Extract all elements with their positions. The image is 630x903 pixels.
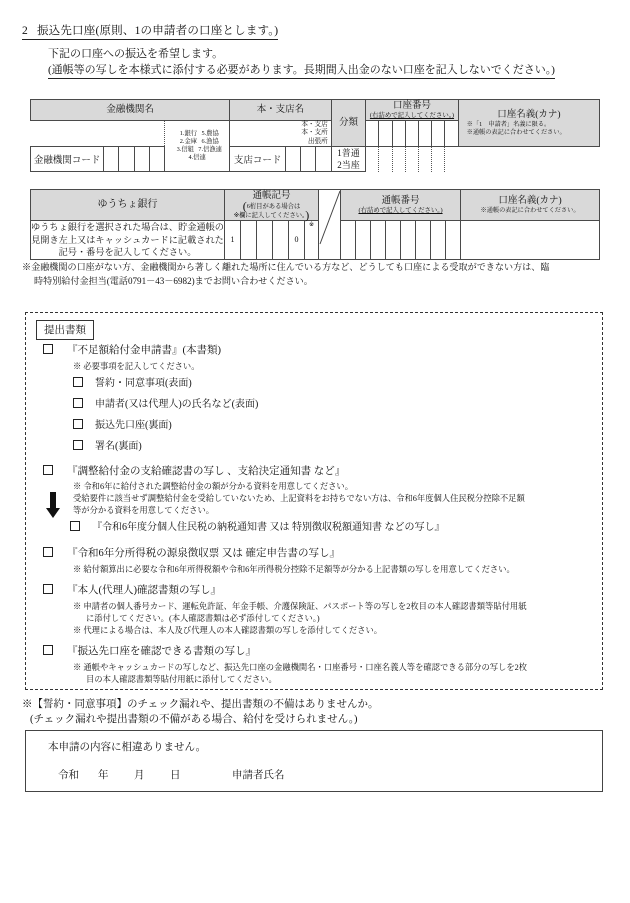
note-identity-line-1b: に添付してください。(本人確認書類は必ず添付してください。)	[86, 614, 320, 623]
checklist-label-application-form: 『不足額給付金申請書』(本書類)	[67, 345, 221, 356]
symbol-extra-mark: ※	[308, 222, 315, 228]
checklist-subitem-pledge[interactable]	[73, 377, 192, 391]
symbol-extra-box[interactable]	[305, 221, 319, 260]
symbol-box-2[interactable]	[241, 221, 257, 260]
checkbox-identity-document[interactable]	[43, 584, 53, 594]
symbol-box-3[interactable]	[257, 221, 273, 260]
section-heading	[22, 22, 278, 40]
bank-type-row-2	[165, 138, 229, 146]
checklist-label-applicant-name: 申請者(又は代理人)の氏名など(表面)	[95, 399, 259, 410]
passbook-number-box-7[interactable]	[431, 221, 446, 260]
checklist-label-pledge: 誓約・同意事項(表面)	[95, 378, 192, 389]
bank-type-row-4	[165, 154, 229, 162]
checkbox-withholding-slip[interactable]	[43, 547, 53, 557]
bank-type-5-no: 7.	[198, 146, 204, 154]
checkbox-account-proof[interactable]	[43, 645, 53, 655]
institution-code-box-4[interactable]	[149, 147, 164, 172]
bank-type-row-1	[165, 130, 229, 138]
category-options[interactable]	[331, 147, 366, 172]
category-option-2: 2当座	[337, 160, 360, 171]
bank-type-1-name: 農協	[206, 129, 219, 137]
header-account-number	[366, 100, 458, 121]
yucho-bank-name: ゆうちょ銀行	[31, 190, 225, 221]
institution-code-label: 金融機関コード	[31, 147, 104, 172]
passbook-number-box-4[interactable]	[386, 221, 401, 260]
branch-code-box-3[interactable]	[316, 147, 331, 172]
account-number-box-5b[interactable]	[419, 147, 432, 172]
account-number-box-7b[interactable]	[445, 147, 458, 172]
account-name-input[interactable]	[458, 147, 599, 172]
account-number-box-5[interactable]	[419, 121, 432, 147]
checklist-subitem-resident-tax-notice[interactable]	[70, 521, 445, 535]
checkbox-adjustment-benefit[interactable]	[43, 465, 53, 475]
bank-type-legend	[165, 121, 230, 172]
branch-code-label: 支店コード	[230, 147, 286, 172]
separator-slash-cell	[319, 190, 341, 260]
bank-type-3-no: 6.	[201, 137, 207, 145]
lead-line-1: 下記の口座への振込を希望します。	[48, 48, 224, 60]
bank-contact-note	[22, 261, 612, 288]
institution-name-input[interactable]	[31, 121, 165, 147]
checklist-subitem-signature[interactable]	[73, 440, 142, 454]
passbook-number-box-1[interactable]	[341, 221, 356, 260]
institution-code-box-2[interactable]	[119, 147, 134, 172]
symbol-note-2: ※欄に記入してください。	[233, 212, 306, 219]
submission-documents-title: 提出書類	[36, 320, 94, 340]
note-arrow-line-1: 受給要件に該当せず調整給付金を受給していないため、上記資料をお持ちでない方は、令和6年度個人住民税分控除不足額	[73, 494, 525, 503]
checklist-item-withholding-slip[interactable]	[43, 546, 340, 561]
checkbox-pledge[interactable]	[73, 377, 83, 387]
bank-type-6-name: 信連	[193, 154, 206, 162]
header-passbook-number	[341, 190, 461, 221]
checklist-label-transfer-account: 振込先口座(裏面)	[95, 420, 172, 431]
final-check-note	[22, 697, 622, 727]
account-number-box-7[interactable]	[445, 121, 458, 147]
passbook-number-box-5[interactable]	[401, 221, 416, 260]
account-name-note-1: ※「1 申請者」名義に限る。	[466, 121, 551, 129]
note-account-proof-line-1: ※ 通帳やキャッシュカードの写しなど、振込先口座の金融機関名・口座番号・口座名義人等を確認できる部分の写しを2枚	[73, 663, 528, 672]
branch-kind-1: 本・支店	[301, 121, 328, 128]
down-arrow-icon	[46, 492, 60, 518]
declaration-date-row	[58, 767, 285, 782]
bank-type-6-no: 4.	[188, 154, 194, 162]
header-passbook-number-note	[341, 207, 460, 215]
note-arrow-line-2: 等が分かる資料を用意してください。	[73, 506, 215, 515]
yucho-account-name-label: 口座名義(カナ)	[498, 196, 562, 206]
passbook-number-box-3[interactable]	[371, 221, 386, 260]
note-application-form: ※ 必要事項を記入してください。	[73, 362, 200, 371]
symbol-box-1[interactable]: 1	[225, 221, 241, 260]
branch-kind-3: 出張所	[307, 137, 328, 145]
checklist-item-application-form[interactable]	[43, 343, 221, 358]
branch-kind-2: 本・支所	[301, 129, 328, 137]
bank-type-2-name: 金庫	[184, 137, 198, 145]
checklist-subitem-transfer-account[interactable]	[73, 419, 172, 433]
header-account-name	[458, 100, 599, 147]
declaration-month[interactable]: 月	[134, 770, 145, 781]
header-passbook-number-label: 通帳番号	[381, 196, 420, 206]
header-symbol-note: (6桁目がある場合は ※欄に記入してください。)	[233, 199, 310, 222]
account-number-note-text: (右詰めで記入してください。)	[369, 112, 455, 119]
institution-code-box-3[interactable]	[134, 147, 149, 172]
lead-text	[48, 46, 555, 79]
account-number-box-3[interactable]	[392, 121, 405, 147]
declaration-era: 令和	[58, 770, 79, 781]
header-symbol	[225, 190, 319, 221]
yucho-instruction: ゆうちょ銀行を選択された場合は、貯金通帳の見開き左上又はキャッシュカードに記載された記号・番号を記入してください。	[31, 222, 224, 257]
declaration-year[interactable]: 年	[98, 770, 109, 781]
account-number-box-2b[interactable]	[379, 147, 392, 172]
bank-type-0-no: 1.	[179, 129, 185, 137]
declaration-name-label: 申請者氏名	[232, 770, 285, 781]
passbook-number-note-text: (右詰めで記入してください。)	[358, 207, 443, 214]
bank-type-4-name: 信組	[181, 146, 194, 154]
branch-code-box-2[interactable]	[301, 147, 316, 172]
account-number-box-1b[interactable]	[366, 147, 379, 172]
checklist-label-signature: 署名(裏面)	[95, 441, 142, 452]
bank-type-4-no: 3.	[176, 146, 182, 154]
header-yucho-account-name	[461, 190, 600, 221]
passbook-number-box-6[interactable]	[416, 221, 431, 260]
checkbox-application-form[interactable]	[43, 344, 53, 354]
branch-code-box-1[interactable]	[286, 147, 301, 172]
header-category: 分類	[331, 100, 366, 147]
checklist-label-adjustment-benefit: 『調整給付金の支給確認書の写し 、支給決定通知書 など』	[67, 466, 346, 477]
checklist-item-adjustment-benefit[interactable]	[43, 464, 345, 479]
bank-type-2-no: 2.	[179, 137, 185, 145]
note-withholding-slip: ※ 給付額算出に必要な令和6年所得税額や令和6年所得税分控除不足額等が分かる上記書類の写しを用意してください。	[73, 565, 515, 574]
note-account-proof-line-1b: 目の本人確認書類等貼付用紙に添付してください。	[86, 675, 277, 684]
note-identity-line-1	[73, 601, 527, 613]
bank-contact-note-line-2: 時特別給付金担当(電話0791－43－6982)までお問い合わせください。	[34, 275, 313, 286]
note-identity-line-1-text: ※ 申請者の個人番号カード、運転免許証、年金手帳、介護保険証、パスポート等の写しを2枚目の本人確認書類等貼付用紙	[73, 602, 527, 611]
declaration-text: 本申請の内容に相違ありません。	[48, 742, 207, 753]
header-account-name-label: 口座名義(カナ)	[497, 110, 561, 121]
bank-type-3-name: 漁協	[206, 137, 219, 145]
header-symbol-label: 通帳記号	[252, 191, 291, 201]
bank-type-5-name: 信漁連	[203, 146, 222, 154]
checklist-subitem-applicant-name[interactable]	[73, 398, 258, 412]
header-branch-name: 本・支店名	[230, 100, 332, 121]
note-identity-line-2: ※ 代理による場合は、本人及び代理人の本人確認書類の写しを添付してください。	[73, 626, 383, 635]
yucho-account-name-input[interactable]	[461, 221, 600, 260]
section-title: 振込先口座(原則、1の申請者の口座とします。)	[36, 25, 279, 37]
checkbox-applicant-name[interactable]	[73, 398, 83, 408]
checklist-label-identity-document: 『本人(代理人)確認書類の写し』	[67, 585, 221, 596]
institution-code-box-1[interactable]	[104, 147, 119, 172]
account-number-box-2[interactable]	[379, 121, 392, 147]
account-number-box-4b[interactable]	[405, 147, 418, 172]
checklist-label-account-proof: 『振込先口座を確認できる書類の写し』	[67, 646, 256, 657]
section-number: 2	[22, 25, 28, 37]
checkbox-transfer-account[interactable]	[73, 419, 83, 429]
account-number-box-6b[interactable]	[432, 147, 445, 172]
bank-type-1-no: 5.	[201, 129, 207, 137]
header-institution-name: 金融機関名	[31, 100, 230, 121]
account-number-box-1[interactable]	[366, 121, 379, 147]
branch-name-input[interactable]	[230, 121, 332, 147]
declaration-day[interactable]: 日	[170, 770, 181, 781]
symbol-note-1: 6桁目がある場合は	[246, 203, 301, 210]
yucho-account-name-note: ※通帳の表記に合わせてください。	[480, 207, 580, 214]
checklist-item-account-proof[interactable]	[43, 644, 256, 659]
final-check-note-line-1: ※【誓約・同意事項】のチェック漏れや、提出書類の不備はありませんか。	[22, 699, 379, 710]
passbook-number-box-2[interactable]	[356, 221, 371, 260]
account-number-box-3b[interactable]	[392, 147, 405, 172]
passbook-number-box-8[interactable]	[446, 221, 461, 260]
header-account-number-note	[366, 112, 457, 120]
bank-account-table	[30, 99, 600, 172]
category-option-1: 1普通	[337, 148, 360, 159]
checklist-label-withholding-slip: 『令和6年分所得税の源泉徴収票 又は 確定申告書の写し』	[67, 548, 340, 559]
header-account-number-label: 口座番号	[392, 101, 431, 111]
account-number-box-4[interactable]	[405, 121, 418, 147]
checklist-label-resident-tax-notice: 『令和6年度分個人住民税の納税通知書 又は 特別徴収税額通知書 などの写し』	[92, 522, 445, 533]
symbol-box-5[interactable]: 0	[289, 221, 305, 260]
bank-contact-note-line-1: ※金融機関の口座がない方、金融機関から著しく離れた場所に住んでいる方など、どうしても口座による受取ができない方は、臨	[22, 262, 550, 272]
bank-type-0-name: 銀行	[184, 129, 198, 137]
checkbox-signature[interactable]	[73, 440, 83, 450]
yucho-account-table	[30, 189, 600, 260]
lead-line-2: (通帳等の写しを本様式に添付する必要があります。長期間入出金のない口座を記入しないでください。)	[48, 62, 555, 79]
checkbox-resident-tax-notice[interactable]	[70, 521, 80, 531]
account-name-note-2: ※通帳の表記に合わせてください。	[466, 129, 566, 137]
diagonal-slash-icon	[319, 190, 341, 245]
note-adjustment-benefit: ※ 令和6年に給付された調整給付金の額が分かる資料を用意してください。	[73, 482, 354, 491]
checklist-item-identity-document[interactable]	[43, 583, 221, 598]
final-check-note-line-2: (チェック漏れや提出書類の不備がある場合、給付を受けられません。)	[30, 714, 358, 725]
account-number-box-6[interactable]	[432, 121, 445, 147]
symbol-box-4[interactable]	[273, 221, 289, 260]
